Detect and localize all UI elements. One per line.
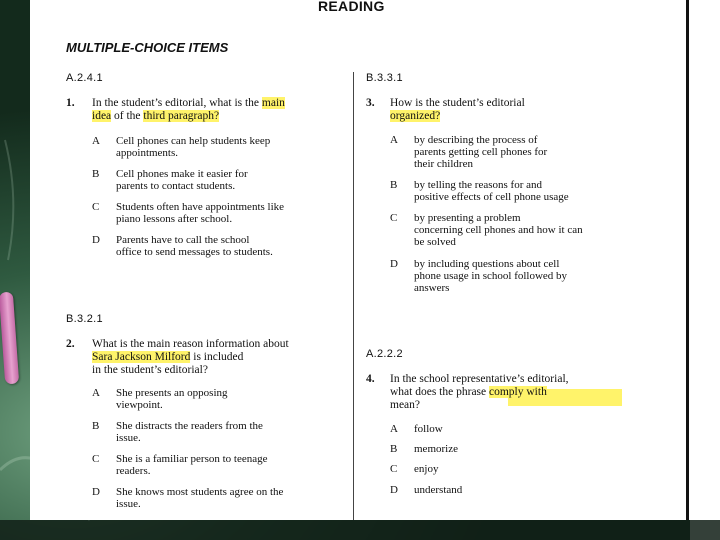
option-text: Cell phones can help students keep appointments. — [116, 135, 271, 159]
question-code: A.2.4.1 — [66, 72, 103, 84]
column-divider — [353, 72, 354, 520]
option-letter: D — [92, 234, 100, 246]
stem-text: is included in the student’s editorial? — [92, 351, 244, 376]
question-stem — [390, 97, 670, 123]
option-text: She is a familiar person to teenage readers. — [116, 453, 268, 477]
section-title: MULTIPLE-CHOICE ITEMS — [66, 40, 229, 55]
option-text: Parents have to call the school office to send messages to students. — [116, 234, 273, 258]
question-code: B.3.2.1 — [66, 313, 103, 325]
option-letter: B — [390, 179, 398, 191]
option-text: by telling the reasons for and positive effects of cell phone usage — [414, 179, 569, 203]
stem-text: What is the main reason information about — [92, 338, 289, 350]
question-number: 1. — [66, 97, 75, 109]
option-letter: D — [390, 484, 398, 496]
question-code: A.2.2.2 — [366, 348, 403, 360]
option-letter: C — [390, 212, 398, 224]
option-letter: A — [92, 387, 100, 399]
option-text: Cell phones make it easier for parents to contact students. — [116, 168, 248, 192]
highlighted-phrase: comply with — [489, 386, 547, 398]
option-text: Students often have appointments like piano lessons after school. — [116, 201, 285, 225]
worksheet-page — [30, 0, 690, 520]
question-code: B.3.3.1 — [366, 72, 403, 84]
stem-text: mean? — [390, 399, 421, 411]
page-title: READING — [318, 0, 385, 14]
option-letter: A — [92, 135, 100, 147]
question-stem — [92, 338, 354, 377]
question-stem — [390, 373, 670, 412]
option-text: She knows most students agree on the issue. — [116, 486, 284, 510]
option-letter: C — [390, 463, 398, 475]
option-text: follow — [414, 423, 443, 435]
option-letter: D — [390, 258, 398, 270]
stem-text: In the school representative’s editorial, what does the phrase — [390, 373, 569, 398]
option-letter: D — [92, 486, 100, 498]
option-letter: B — [92, 168, 100, 180]
question-stem — [92, 97, 352, 123]
option-text: by presenting a problem concerning cell phones and how it can be solved — [414, 212, 583, 248]
option-text: by describing the process of parents getting cell phones for their children — [414, 134, 548, 170]
option-text: She presents an opposing viewpoint. — [116, 387, 228, 411]
highlighted-phrase: third paragraph? — [143, 110, 220, 122]
highlighted-phrase: Sara Jackson Milford — [92, 351, 191, 363]
option-text: understand — [414, 484, 463, 496]
highlighted-phrase: main idea — [92, 97, 285, 122]
stem-text: How is the student’s editorial — [390, 97, 525, 109]
option-letter: A — [390, 134, 398, 146]
option-text: enjoy — [414, 463, 439, 475]
question-number: 4. — [366, 373, 375, 385]
stem-text: In the student’s editorial, what is the — [92, 97, 262, 109]
highlighted-phrase: organized? — [390, 110, 441, 122]
option-text: She distracts the readers from the issue. — [116, 420, 263, 444]
question-number: 3. — [366, 97, 375, 109]
option-letter: C — [92, 201, 100, 213]
option-text: by including questions about cell phone usage in school followed by answers — [414, 258, 568, 294]
option-letter: A — [390, 423, 398, 435]
option-text: memorize — [414, 443, 458, 455]
stem-text: of the — [111, 110, 144, 122]
option-letter: B — [92, 420, 100, 432]
option-letter: B — [390, 443, 398, 455]
page-edge-bar — [686, 0, 689, 520]
question-number: 2. — [66, 338, 75, 350]
option-letter: C — [92, 453, 100, 465]
